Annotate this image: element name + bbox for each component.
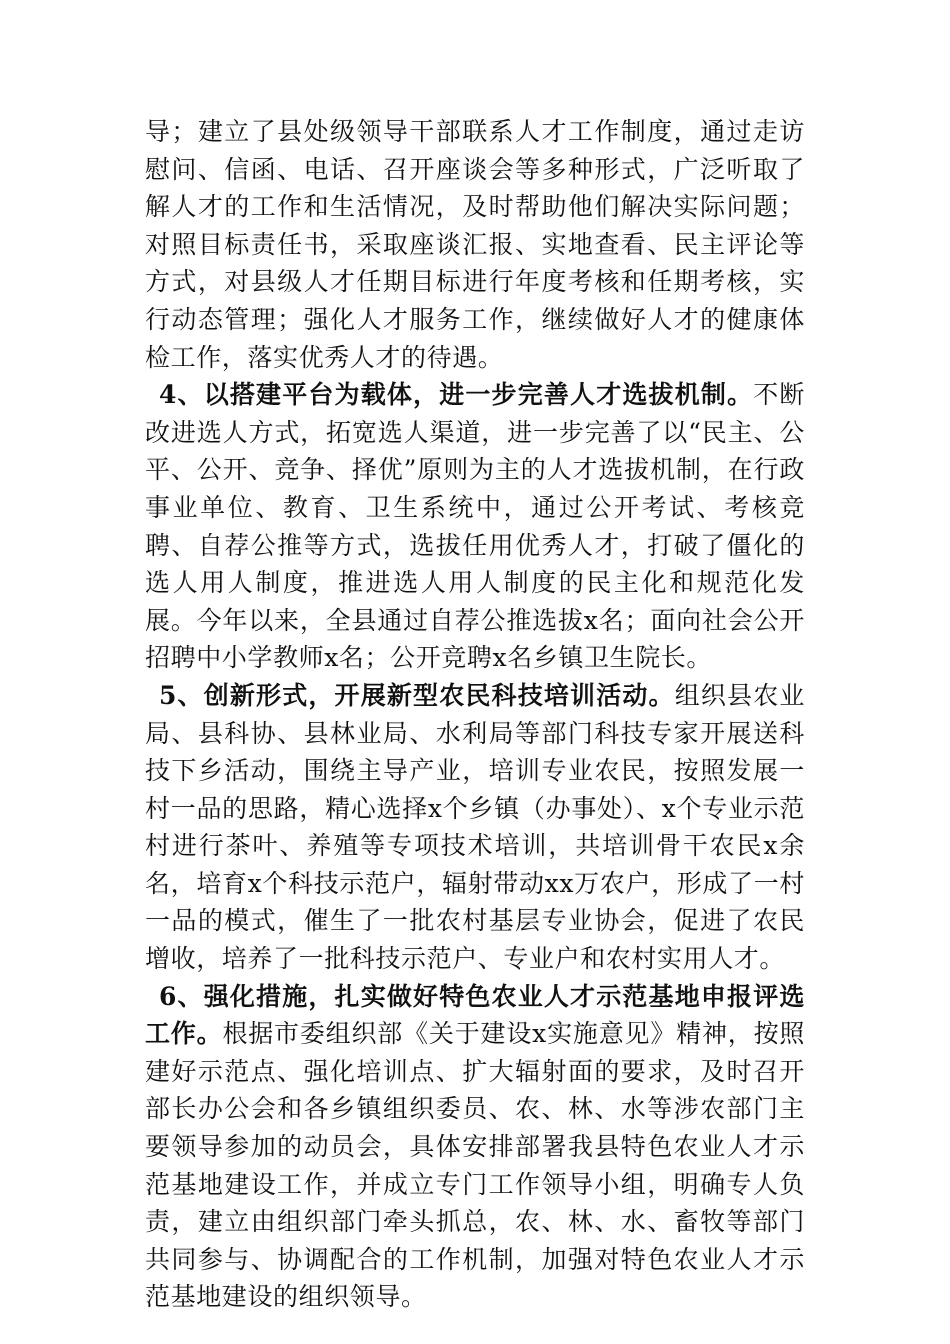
section-6-paragraph [145, 978, 805, 1316]
section-4-paragraph [145, 376, 805, 677]
section-5-paragraph [145, 677, 805, 978]
intro-paragraph: 导；建立了县处级领导干部联系人才工作制度，通过走访慰问、信函、电话、召开座谈会等多种形式，广泛听取了解人才的工作和生活情况，及时帮助他们解决实际问题；对照目标责任书，采取座谈汇报、实地查看、民主评论等方式，对县级人才任期目标进行年度考核和任期考核，实行动态管理；强化人才服务工作，继续做好人才的健康体检工作，落实优秀人才的待遇。 [145, 117, 805, 372]
section-5-heading: 5、创新形式，开展新型农民科技培训活动。 [159, 680, 675, 710]
section-4-body: 不断改进选人方式，拓宽选人渠道，进一步完善了以“民主、公平、公开、竞争、择优”原则为主的人才选拔机制，在行政事业单位、教育、卫生系统中，通过公开考试、考核竞聘、自荐公推等方式，选拔任用优秀人才，打破了僵化的选人用人制度，推进选人用人制度的民主化和规范化发展。今年以来，全县通过自荐公推选拔x名；面向社会公开招聘中小学教师x名；公开竞聘x名乡镇卫生院长。 [145, 380, 806, 673]
section-4-heading: 4、以搭建平台为载体，进一步完善人才选拔机制。 [159, 380, 754, 410]
section-6-body: 根据市委组织部《关于建设x实施意见》精神，按照建好示范点、强化培训点、扩大辐射面的要求，及时召开部长办公会和各乡镇组织委员、农、林、水等涉农部门主要领导参加的动员会，具体安排部署我县特色农业人才示范基地建设工作，并成立专门工作领导小组，明确专人负责，建立由组织部门牵头抓总，农、林、水、畜牧等部门共同参与、协调配合的工作机制，加强对特色农业人才示范基地建设的组织领导。 [145, 1019, 805, 1312]
document-page [145, 113, 805, 1316]
section-5-body: 组织县农业局、县科协、县林业局、水利局等部门科技专家开展送科技下乡活动，围绕主导产业，培训专业农民，按照发展一村一品的思路，精心选择x个乡镇（办事处）、x个专业示范村进行茶叶、养殖等专项技术培训，共培训骨干农民x余名，培育x个科技示范户，辐射带动xx万农户，形成了一村一品的模式，催生了一批农村基层专业协会，促进了农民增收，培养了一批科技示范户、专业户和农村实用人才。 [145, 680, 805, 974]
section-6-heading: 6、强化措施，扎实做好特色农业人才示范基地申报评选工作。 [145, 981, 805, 1049]
